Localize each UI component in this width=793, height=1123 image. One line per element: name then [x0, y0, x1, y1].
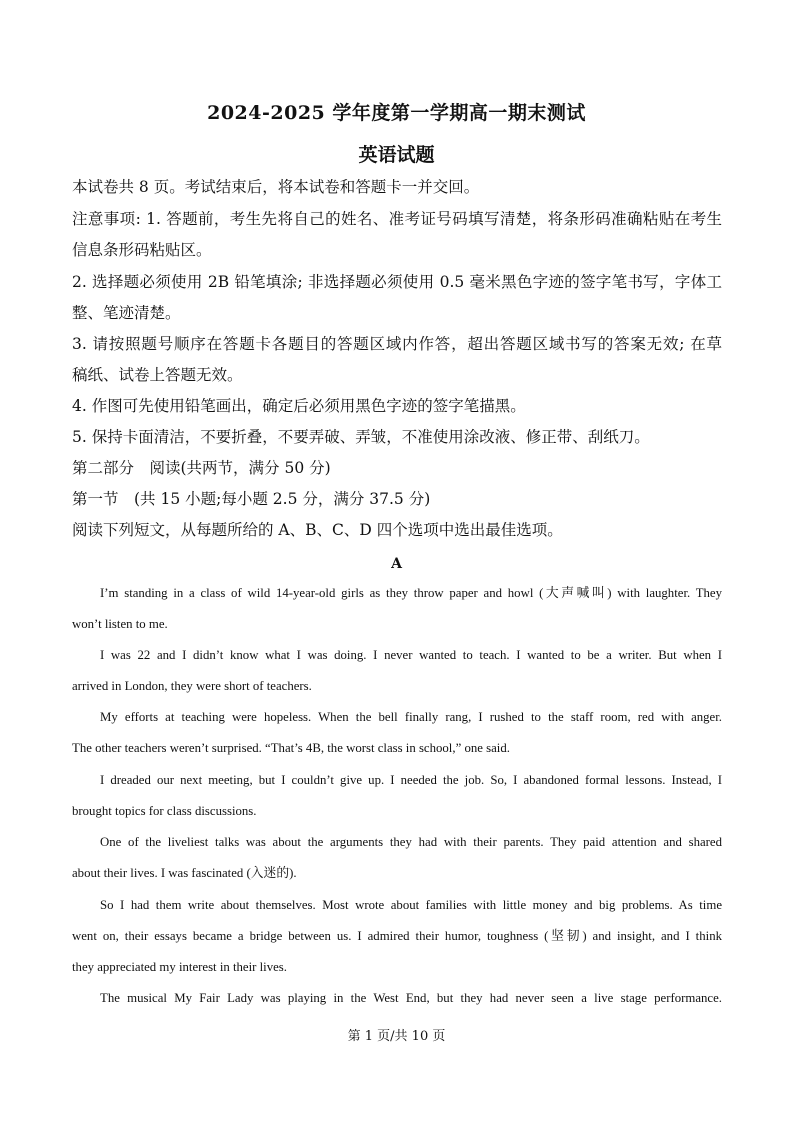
- instruction-line: 注意事项: 1. 答题前，考生先将自己的姓名、准考证号码填写清楚，将条形码准确粘贴在考生: [72, 210, 722, 228]
- passage-line: The musical My Fair Lady was playing in the West End, but they had never seen a live stage performance.: [100, 991, 722, 1005]
- page-number: 第 1 页/共 10 页: [347, 1029, 446, 1044]
- instruction-line: 2. 选择题必须使用 2B 铅笔填涂; 非选择题必须使用 0.5 毫米黑色字迹的签字笔书写，字体工: [72, 273, 722, 291]
- instruction-line: 信息条形码粘贴区。: [72, 241, 212, 259]
- passage-line: I was 22 and I didn’t know what I was doing. I never wanted to teach. I wanted to be a writer. But when I: [100, 648, 722, 662]
- part-title: 第二部分 阅读(共两节，满分 50 分): [72, 459, 331, 477]
- passage-line: arrived in London, they were short of teachers.: [72, 679, 312, 693]
- passage-line: My efforts at teaching were hopeless. When the bell finally rang, I rushed to the staff room, red with anger.: [100, 710, 722, 724]
- passage-line: went on, their essays became a bridge between us. I admired their humor, toughness (坚韧) and insight, and I think: [72, 929, 722, 943]
- passage-line: The other teachers weren’t surprised. “That’s 4B, the worst class in school,” one said.: [72, 741, 510, 755]
- passage-line: One of the liveliest talks was about the arguments they had with their parents. They paid attention and shared: [100, 835, 722, 849]
- directions-text: 阅读下列短文，从每题所给的 A、B、C、D 四个选项中选出最佳选项。: [72, 521, 563, 539]
- passage-line: I’m standing in a class of wild 14-year-old girls as they throw paper and howl (大声喊叫) with laughter. They: [100, 586, 722, 600]
- instruction-line: 本试卷共 8 页。考试结束后，将本试卷和答题卡一并交回。: [72, 178, 480, 196]
- exam-title: 2024-2025 学年度第一学期高一期末测试: [207, 102, 586, 124]
- passage-line: I dreaded our next meeting, but I couldn’t give up. I needed the job. So, I abandoned formal lessons. Instead, I: [100, 773, 722, 787]
- exam-subtitle: 英语试题: [358, 144, 435, 166]
- passage-line: So I had them write about themselves. Most wrote about families with little money and big problems. As time: [100, 898, 722, 912]
- instruction-line: 4. 作图可先使用铅笔画出，确定后必须用黑色字迹的签字笔描黑。: [72, 397, 526, 415]
- instruction-line: 稿纸、试卷上答题无效。: [72, 366, 243, 384]
- section-title: 第一节 (共 15 小题;每小题 2.5 分，满分 37.5 分): [72, 490, 431, 508]
- passage-line: about their lives. I was fascinated (入迷的).: [72, 866, 297, 880]
- passage-line: they appreciated my interest in their lives.: [72, 960, 287, 974]
- passage-line: brought topics for class discussions.: [72, 804, 257, 818]
- passage-line: won’t listen to me.: [72, 617, 168, 631]
- instruction-line: 整、笔迹清楚。: [72, 304, 181, 322]
- instruction-line: 5. 保持卡面清洁，不要折叠，不要弄破、弄皱，不准使用涂改液、修正带、刮纸刀。: [72, 428, 650, 446]
- instruction-line: 3. 请按照题号顺序在答题卡各题目的答题区域内作答，超出答题区域书写的答案无效; 在草: [72, 335, 722, 353]
- passage-label: A: [391, 556, 402, 572]
